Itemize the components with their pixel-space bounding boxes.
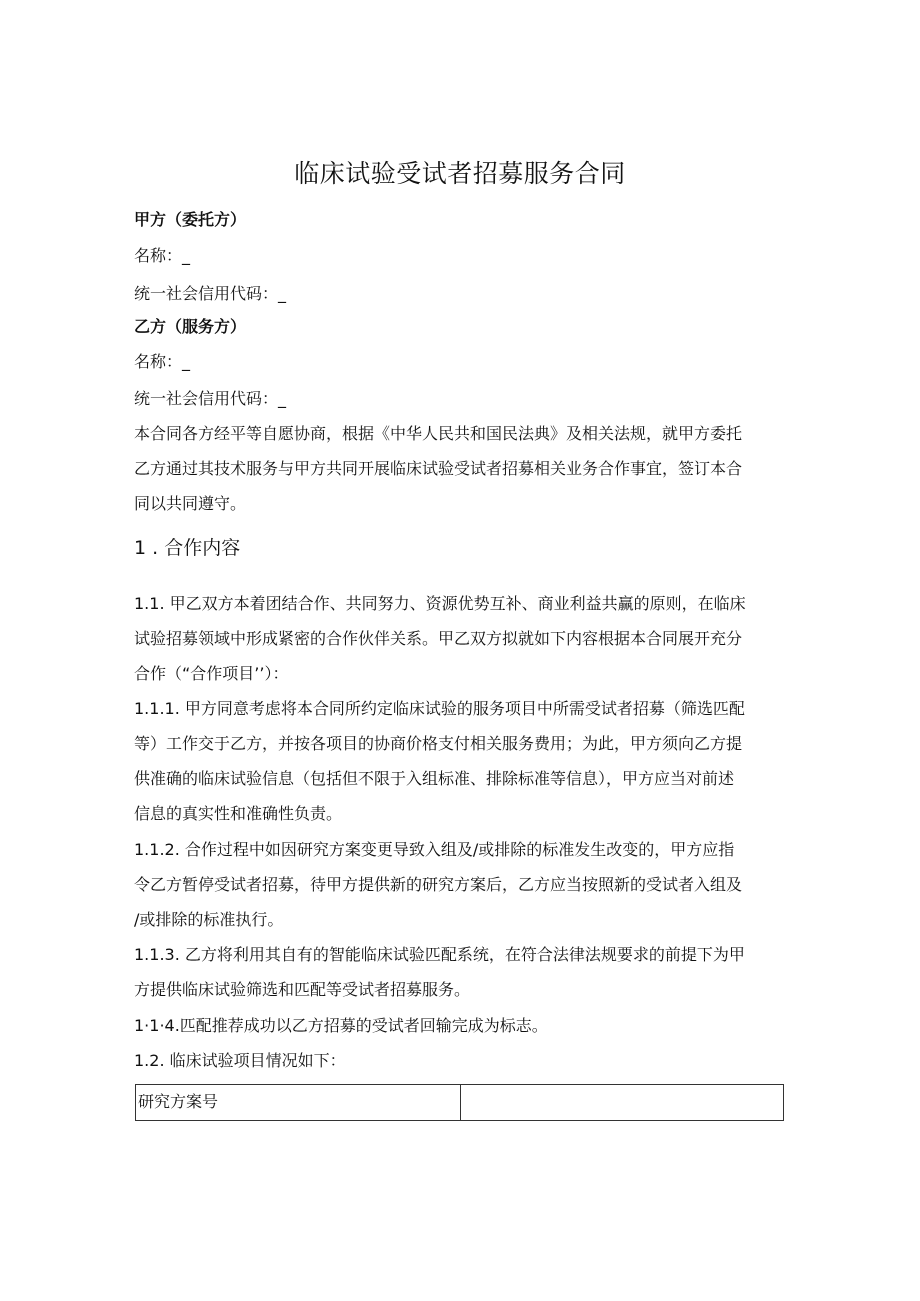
preamble-line: 同以共同遵守。 — [134, 494, 247, 513]
party-a-credit-code: 统一社会信用代码：_ — [134, 284, 287, 303]
table-cell-protocol-value — [461, 1085, 783, 1120]
party-b-credit-code: 统一社会信用代码：_ — [134, 389, 287, 408]
party-b-heading: 乙方（服务方） — [134, 317, 247, 336]
party-a-heading: 甲方（委托方） — [134, 210, 247, 229]
clause-1-1-1-line: 等）工作交于乙方，并按各项目的协商价格支付相关服务费用；为此，甲方须向乙方提 — [134, 734, 743, 753]
table-cell-protocol-label: 研究方案号 — [136, 1085, 461, 1120]
preamble-line: 本合同各方经平等自愿协商，根据《中华人民共和国民法典》及相关法规，就甲方委托 — [134, 424, 743, 443]
clause-1-1-4: 1·1·4.匹配推荐成功以乙方招募的受试者回输完成为标志。 — [134, 1016, 548, 1035]
clause-1-1-line: 合作（“合作项目’’）： — [134, 664, 289, 683]
document-title: 临床试验受试者招募服务合同 — [294, 159, 626, 188]
party-a-name: 名称：_ — [134, 246, 191, 265]
party-b-name: 名称：_ — [134, 352, 191, 371]
clause-1-1-2-line: 令乙方暂停受试者招募，待甲方提供新的研究方案后，乙方应当按照新的受试者入组及 — [134, 875, 743, 894]
clause-1-1-1-line: 1.1.1. 甲方同意考虑将本合同所约定临床试验的服务项目中所需受试者招募（筛选匹配 — [134, 699, 745, 718]
preamble-line: 乙方通过其技术服务与甲方共同开展临床试验受试者招募相关业务合作事宜，签订本合 — [134, 459, 743, 478]
section-heading: 1 . 合作内容 — [134, 537, 241, 559]
clause-1-1-1-line: 信息的真实性和准确性负责。 — [134, 804, 343, 823]
clause-1-1-3-line: 1.1.3. 乙方将利用其自有的智能临床试验匹配系统，在符合法律法规要求的前提下为甲 — [134, 945, 745, 964]
project-info-table — [135, 1084, 784, 1121]
clause-1-1-2-line: 1.1.2. 合作过程中如因研究方案变更导致入组及/或排除的标准发生改变的，甲方应指 — [134, 840, 735, 859]
clause-1-1-3-line: 方提供临床试验筛选和匹配等受试者招募服务。 — [134, 980, 471, 999]
clause-1-2: 1.2. 临床试验项目情况如下： — [134, 1051, 346, 1070]
clause-1-1-line: 试验招募领域中形成紧密的合作伙伴关系。甲乙双方拟就如下内容根据本合同展开充分 — [134, 629, 743, 648]
clause-1-1-line: 1.1. 甲乙双方本着团结合作、共同努力、资源优势互补、商业利益共赢的原则，在临床 — [134, 594, 746, 613]
clause-1-1-2-line: /或排除的标准执行。 — [134, 910, 284, 929]
clause-1-1-1-line: 供准确的临床试验信息（包括但不限于入组标准、排除标准等信息），甲方应当对前述 — [134, 769, 735, 788]
